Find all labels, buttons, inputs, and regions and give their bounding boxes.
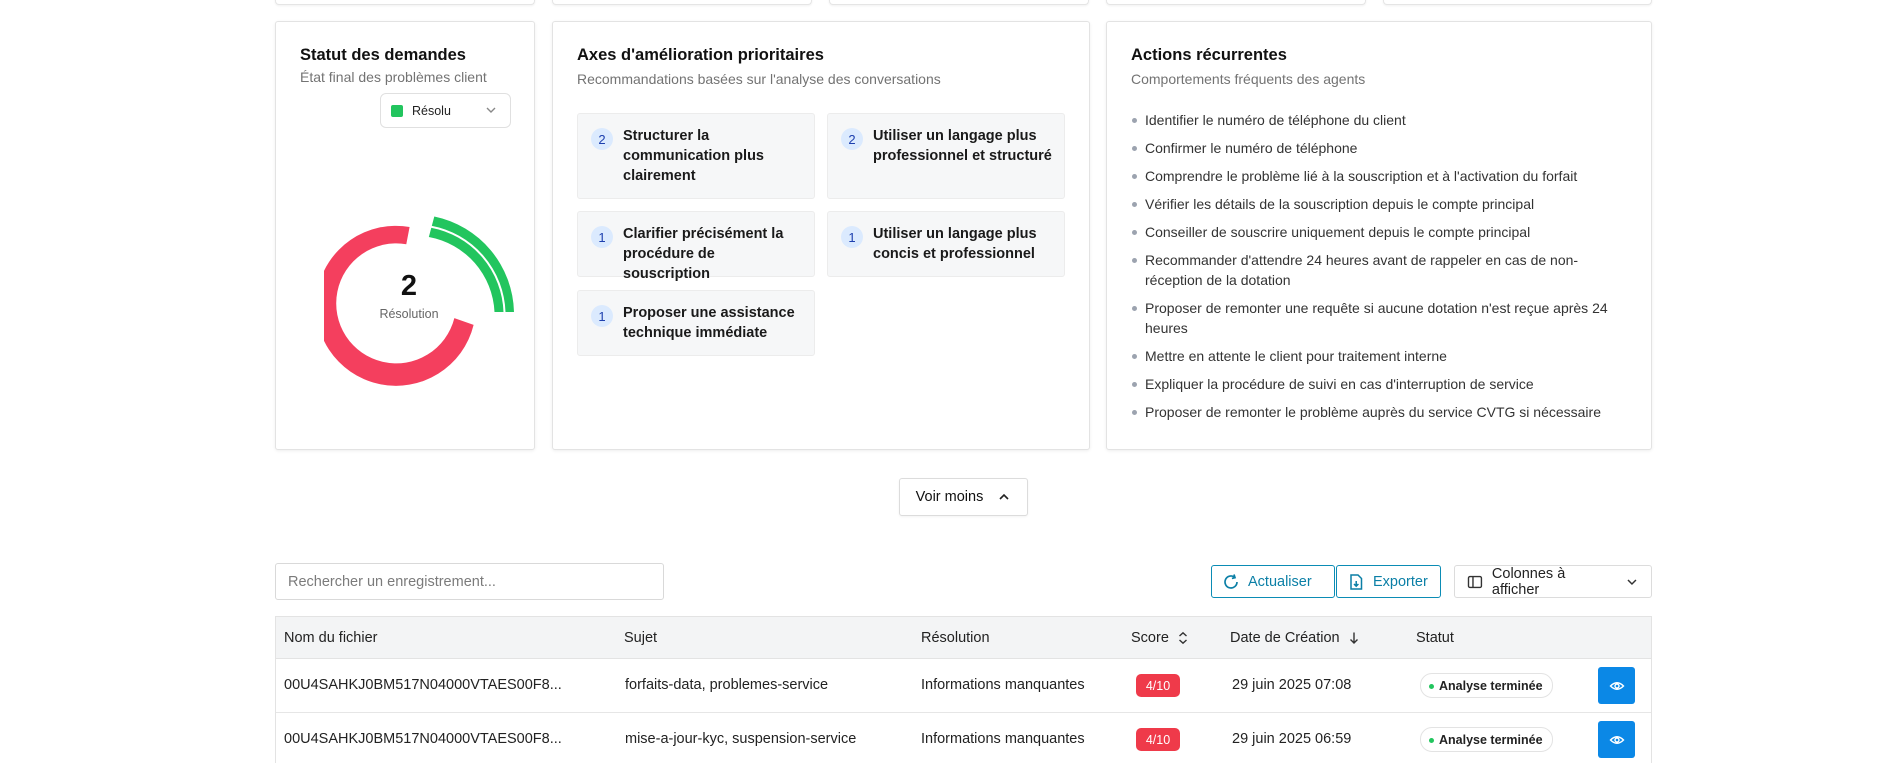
records-table: [275, 616, 1652, 763]
reco-item: [577, 290, 815, 356]
table-header: [276, 617, 1651, 659]
reco-item: [827, 113, 1065, 199]
header-status[interactable]: [1416, 630, 1454, 646]
chevron-down-icon: [484, 103, 498, 117]
improvement-card-title: Axes d'amélioration prioritaires: [577, 46, 824, 64]
reco-count-badge: 1: [591, 226, 613, 248]
list-item: Expliquer la procédure de suivi en cas d'interruption de service: [1131, 374, 1631, 394]
header-date-label: Date de Création: [1230, 630, 1340, 646]
header-score[interactable]: [1131, 630, 1189, 646]
reco-text: Structurer la communication plus clairement: [623, 128, 764, 184]
improvement-card-subtitle: Recommandations basées sur l'analyse des conversations: [577, 71, 941, 87]
card-stub: [552, 0, 812, 5]
reco-text: Proposer une assistance technique immédiate: [623, 305, 795, 341]
list-item: Proposer de remonter une requête si aucune dotation n'est reçue après 24 heures: [1131, 298, 1631, 338]
list-item: Mettre en attente le client pour traitement interne: [1131, 346, 1631, 366]
status-badge-label: Analyse terminée: [1439, 732, 1543, 747]
score-badge: 4/10: [1136, 674, 1180, 697]
actions-list: [1131, 110, 1631, 430]
header-status-label: Statut: [1416, 630, 1454, 646]
status-badge: [1420, 673, 1553, 698]
voir-moins-button[interactable]: [899, 478, 1028, 516]
refresh-button[interactable]: [1211, 565, 1335, 598]
header-file[interactable]: [284, 630, 377, 646]
status-card-title: Statut des demandes: [300, 46, 466, 64]
list-item: Identifier le numéro de téléphone du client: [1131, 110, 1631, 130]
status-badge: [1420, 727, 1553, 752]
reco-item: [577, 211, 815, 282]
reco-count-badge: 2: [591, 128, 613, 150]
cell-resolution: Informations manquantes: [921, 677, 1085, 693]
sort-icon: [1177, 631, 1189, 645]
cell-file: 00U4SAHKJ0BM517N04000VTAES00F8...: [284, 677, 562, 693]
cell-file: 00U4SAHKJ0BM517N04000VTAES00F8...: [284, 731, 562, 747]
actions-card-subtitle: Comportements fréquents des agents: [1131, 71, 1366, 87]
donut-center-value: 2: [400, 270, 418, 302]
eye-icon: [1609, 732, 1625, 748]
header-subject-label: Sujet: [624, 630, 658, 646]
status-filter-select[interactable]: [380, 93, 511, 128]
reco-count-badge: 1: [591, 305, 613, 327]
card-stub: [1383, 0, 1652, 5]
status-card: [275, 21, 535, 450]
columns-button[interactable]: [1454, 565, 1652, 598]
header-subject[interactable]: [624, 630, 657, 646]
arrow-down-icon: [1348, 631, 1360, 645]
cell-subject: mise-a-jour-kyc, suspension-service: [625, 731, 857, 747]
reco-count-badge: 2: [841, 128, 863, 150]
header-file-label: Nom du fichier: [284, 630, 378, 646]
eye-icon: [1609, 678, 1625, 694]
reco-item: [577, 113, 815, 199]
chevron-down-icon: [1625, 575, 1639, 589]
voir-moins-label: Voir moins: [915, 489, 984, 505]
cell-date: 29 juin 2025 06:59: [1232, 731, 1352, 747]
donut-center-label: Résolution: [379, 307, 439, 321]
list-item: Recommander d'attendre 24 heures avant de rappeler en cas de non-réception de la dotation: [1131, 250, 1631, 290]
search-input[interactable]: [275, 563, 664, 600]
status-dot: [1429, 684, 1434, 689]
status-card-subtitle: État final des problèmes client: [300, 69, 487, 85]
columns-icon: [1467, 574, 1483, 590]
improvement-card: [552, 21, 1090, 450]
view-button[interactable]: [1598, 667, 1635, 704]
legend-swatch: [391, 105, 403, 117]
list-item: Comprendre le problème lié à la souscription et à l'activation du forfait: [1131, 166, 1631, 186]
actions-card-title: Actions récurrentes: [1131, 46, 1287, 64]
recurring-actions-card: [1106, 21, 1652, 450]
card-stub: [1106, 0, 1366, 5]
chevron-up-icon: [997, 490, 1011, 504]
table-row[interactable]: [276, 713, 1651, 763]
header-score-label: Score: [1131, 630, 1169, 646]
status-dot: [1429, 738, 1434, 743]
list-item: Proposer de remonter le problème auprès du service CVTG si nécessaire: [1131, 402, 1631, 422]
list-item: Conseiller de souscrire uniquement depuis le compte principal: [1131, 222, 1631, 242]
cell-subject: forfaits-data, problemes-service: [625, 677, 829, 693]
list-item: Vérifier les détails de la souscription depuis le compte principal: [1131, 194, 1631, 214]
cell-resolution: Informations manquantes: [921, 731, 1085, 747]
reco-text: Utiliser un langage plus professionnel et structuré: [873, 128, 1052, 164]
reco-text: Utiliser un langage plus concis et professionnel: [873, 226, 1037, 262]
header-date[interactable]: [1230, 630, 1360, 646]
refresh-icon: [1222, 573, 1240, 591]
score-badge: 4/10: [1136, 728, 1180, 751]
export-button[interactable]: [1336, 565, 1441, 598]
refresh-label: Actualiser: [1248, 573, 1312, 590]
list-item: Confirmer le numéro de téléphone: [1131, 138, 1631, 158]
header-resolution-label: Résolution: [921, 630, 990, 646]
file-download-icon: [1347, 573, 1365, 591]
header-resolution[interactable]: [921, 630, 990, 646]
view-button[interactable]: [1598, 721, 1635, 758]
reco-text: Clarifier précisément la procédure de souscription: [623, 226, 784, 282]
table-row[interactable]: [276, 659, 1651, 713]
reco-count-badge: 1: [841, 226, 863, 248]
reco-item: [827, 211, 1065, 277]
cell-date: 29 juin 2025 07:08: [1232, 677, 1352, 693]
status-filter-value: Résolu: [412, 103, 451, 118]
export-label: Exporter: [1373, 573, 1428, 590]
card-stub: [275, 0, 535, 5]
donut-segment-other: [324, 226, 474, 386]
status-badge-label: Analyse terminée: [1439, 678, 1543, 693]
columns-label: Colonnes à afficher: [1491, 565, 1566, 598]
card-stub: [829, 0, 1089, 5]
